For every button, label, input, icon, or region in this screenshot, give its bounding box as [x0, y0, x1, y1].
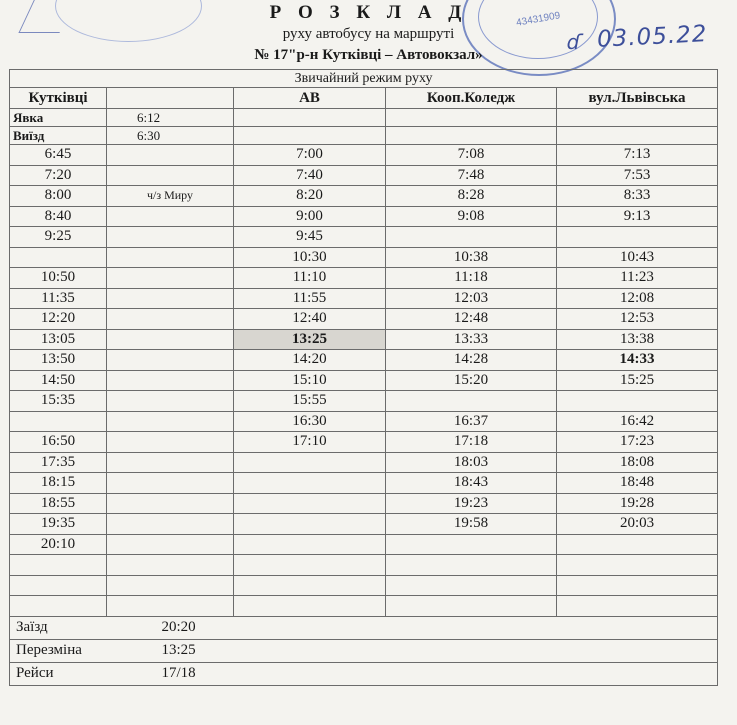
route-note	[107, 391, 234, 412]
time-vul-lvivska: 9:13	[557, 206, 718, 227]
route-note	[107, 288, 234, 309]
route-note	[107, 370, 234, 391]
time-av: 9:45	[234, 227, 386, 248]
time-vul-lvivska: 8:33	[557, 186, 718, 207]
time-av	[234, 493, 386, 514]
time-kutkivtsi	[10, 411, 107, 432]
time-koop-koledzh: 14:28	[386, 350, 557, 371]
route-note	[107, 555, 234, 576]
time-kutkivtsi: 17:35	[10, 452, 107, 473]
time-kutkivtsi: 6:45	[10, 145, 107, 166]
time-vul-lvivska: 20:03	[557, 514, 718, 535]
schedule-row	[10, 534, 718, 555]
time-koop-koledzh: 19:58	[386, 514, 557, 535]
time-kutkivtsi	[10, 247, 107, 268]
time-koop-koledzh	[386, 534, 557, 555]
time-vul-lvivska: 14:33	[557, 350, 718, 371]
time-kutkivtsi: 12:20	[10, 309, 107, 330]
zaizd-label: Заїзд	[10, 616, 107, 639]
time-koop-koledzh	[386, 555, 557, 576]
perezmina-row	[10, 639, 718, 662]
time-av: 8:20	[234, 186, 386, 207]
time-vul-lvivska: 7:13	[557, 145, 718, 166]
route-note	[107, 268, 234, 289]
time-koop-koledzh: 7:08	[386, 145, 557, 166]
time-vul-lvivska: 11:23	[557, 268, 718, 289]
time-koop-koledzh: 12:03	[386, 288, 557, 309]
route-note	[107, 227, 234, 248]
schedule-row	[10, 145, 718, 166]
time-kutkivtsi: 16:50	[10, 432, 107, 453]
page-title: Р О З К Л А Д	[269, 2, 468, 23]
schedule-row	[10, 391, 718, 412]
signature-mark: ɗ	[567, 30, 582, 54]
schedule-row	[10, 555, 718, 576]
schedule-row	[10, 206, 718, 227]
time-vul-lvivska	[557, 596, 718, 617]
col-header-note	[107, 88, 234, 109]
time-kutkivtsi: 13:05	[10, 329, 107, 350]
time-koop-koledzh	[386, 596, 557, 617]
route-note	[107, 145, 234, 166]
time-kutkivtsi	[10, 555, 107, 576]
schedule-row	[10, 288, 718, 309]
time-koop-koledzh	[386, 575, 557, 596]
time-vul-lvivska: 12:53	[557, 309, 718, 330]
time-kutkivtsi	[10, 575, 107, 596]
time-av: 15:10	[234, 370, 386, 391]
time-av: 7:00	[234, 145, 386, 166]
time-vul-lvivska: 15:25	[557, 370, 718, 391]
schedule-body	[10, 70, 718, 617]
schedule-row	[10, 268, 718, 289]
time-vul-lvivska: 13:38	[557, 329, 718, 350]
schedule-row	[10, 493, 718, 514]
time-vul-lvivska: 19:28	[557, 493, 718, 514]
time-koop-koledzh: 9:08	[386, 206, 557, 227]
reisy-row	[10, 662, 718, 685]
time-kutkivtsi: 20:10	[10, 534, 107, 555]
perezmina-value: 13:25	[107, 639, 718, 662]
route-note	[107, 206, 234, 227]
col-header-koop-koledzh: Кооп.Коледж	[386, 88, 557, 109]
time-kutkivtsi: 18:15	[10, 473, 107, 494]
time-av	[234, 575, 386, 596]
time-kutkivtsi: 18:55	[10, 493, 107, 514]
time-koop-koledzh: 10:38	[386, 247, 557, 268]
time-vul-lvivska: 10:43	[557, 247, 718, 268]
route-note	[107, 493, 234, 514]
schedule-row	[10, 309, 718, 330]
schedule-row	[10, 452, 718, 473]
schedule-row	[10, 514, 718, 535]
time-vul-lvivska: 18:08	[557, 452, 718, 473]
vyizd-label: Виїзд	[10, 127, 107, 145]
time-kutkivtsi: 8:00	[10, 186, 107, 207]
time-koop-koledzh: 16:37	[386, 411, 557, 432]
mode-label: Звичайний режим руху	[10, 70, 718, 88]
time-koop-koledzh: 11:18	[386, 268, 557, 289]
time-av	[234, 452, 386, 473]
time-vul-lvivska	[557, 575, 718, 596]
route-note	[107, 165, 234, 186]
time-koop-koledzh	[386, 227, 557, 248]
vyizd-value: 6:30	[107, 127, 234, 145]
time-av: 15:55	[234, 391, 386, 412]
time-koop-koledzh: 12:48	[386, 309, 557, 330]
mode-row	[10, 70, 718, 88]
route-note	[107, 350, 234, 371]
time-kutkivtsi: 9:25	[10, 227, 107, 248]
time-kutkivtsi: 8:40	[10, 206, 107, 227]
time-koop-koledzh: 17:18	[386, 432, 557, 453]
schedule-row	[10, 432, 718, 453]
schedule-row	[10, 575, 718, 596]
time-kutkivtsi: 10:50	[10, 268, 107, 289]
time-koop-koledzh: 18:03	[386, 452, 557, 473]
handwritten-date: 03.05.22	[596, 21, 709, 53]
time-vul-lvivska	[557, 391, 718, 412]
route-note	[107, 411, 234, 432]
route-note	[107, 309, 234, 330]
time-av: 13:25	[234, 329, 386, 350]
time-av: 10:30	[234, 247, 386, 268]
time-vul-lvivska: 12:08	[557, 288, 718, 309]
zaizd-row	[10, 616, 718, 639]
route-note	[107, 329, 234, 350]
time-av: 7:40	[234, 165, 386, 186]
time-koop-koledzh: 8:28	[386, 186, 557, 207]
time-vul-lvivska: 7:53	[557, 165, 718, 186]
time-kutkivtsi: 13:50	[10, 350, 107, 371]
route-note	[107, 596, 234, 617]
time-av: 9:00	[234, 206, 386, 227]
col-header-av: АВ	[234, 88, 386, 109]
time-av: 11:55	[234, 288, 386, 309]
time-av	[234, 473, 386, 494]
time-koop-koledzh: 7:48	[386, 165, 557, 186]
time-vul-lvivska: 18:48	[557, 473, 718, 494]
route-note	[107, 473, 234, 494]
time-koop-koledzh: 19:23	[386, 493, 557, 514]
time-koop-koledzh: 13:33	[386, 329, 557, 350]
schedule-row	[10, 227, 718, 248]
time-vul-lvivska	[557, 555, 718, 576]
route-title: № 17"р-н Кутківці – Автовокзал»	[254, 47, 483, 63]
schedule-row	[10, 186, 718, 207]
time-vul-lvivska: 16:42	[557, 411, 718, 432]
time-av: 11:10	[234, 268, 386, 289]
time-koop-koledzh	[386, 391, 557, 412]
yavka-label: Явка	[10, 109, 107, 127]
schedule-row	[10, 247, 718, 268]
time-koop-koledzh: 15:20	[386, 370, 557, 391]
col-header-kutkivtsi: Кутківці	[10, 88, 107, 109]
stamp-code: 43431909	[515, 10, 562, 29]
route-note	[107, 534, 234, 555]
time-kutkivtsi: 15:35	[10, 391, 107, 412]
time-kutkivtsi: 7:20	[10, 165, 107, 186]
time-kutkivtsi: 19:35	[10, 514, 107, 535]
time-kutkivtsi: 14:50	[10, 370, 107, 391]
col-header-vul-lvivska: вул.Львівська	[557, 88, 718, 109]
time-vul-lvivska	[557, 227, 718, 248]
time-vul-lvivska: 17:23	[557, 432, 718, 453]
schedule-table	[9, 69, 718, 686]
schedule-row	[10, 596, 718, 617]
schedule-row	[10, 165, 718, 186]
header-row	[10, 88, 718, 109]
time-av	[234, 555, 386, 576]
time-av: 16:30	[234, 411, 386, 432]
time-kutkivtsi: 11:35	[10, 288, 107, 309]
time-av	[234, 596, 386, 617]
schedule-row	[10, 411, 718, 432]
time-koop-koledzh: 18:43	[386, 473, 557, 494]
route-note	[107, 514, 234, 535]
reisy-label: Рейси	[10, 662, 107, 685]
schedule-row	[10, 329, 718, 350]
yavka-value: 6:12	[107, 109, 234, 127]
route-note	[107, 575, 234, 596]
time-av	[234, 514, 386, 535]
yavka-row	[10, 109, 718, 127]
page-subtitle: руху автобусу на маршруті	[282, 26, 455, 42]
perezmina-label: Перезміна	[10, 639, 107, 662]
route-note	[107, 452, 234, 473]
vyizd-row	[10, 127, 718, 145]
route-note: ч/з Миру	[107, 186, 234, 207]
route-note	[107, 432, 234, 453]
time-av: 17:10	[234, 432, 386, 453]
time-av: 14:20	[234, 350, 386, 371]
schedule-footer	[10, 616, 718, 685]
time-av: 12:40	[234, 309, 386, 330]
zaizd-value: 20:20	[107, 616, 718, 639]
schedule-row	[10, 473, 718, 494]
time-vul-lvivska	[557, 534, 718, 555]
reisy-value: 17/18	[107, 662, 718, 685]
schedule-row	[10, 350, 718, 371]
schedule-row	[10, 370, 718, 391]
time-kutkivtsi	[10, 596, 107, 617]
route-note	[107, 247, 234, 268]
time-av	[234, 534, 386, 555]
